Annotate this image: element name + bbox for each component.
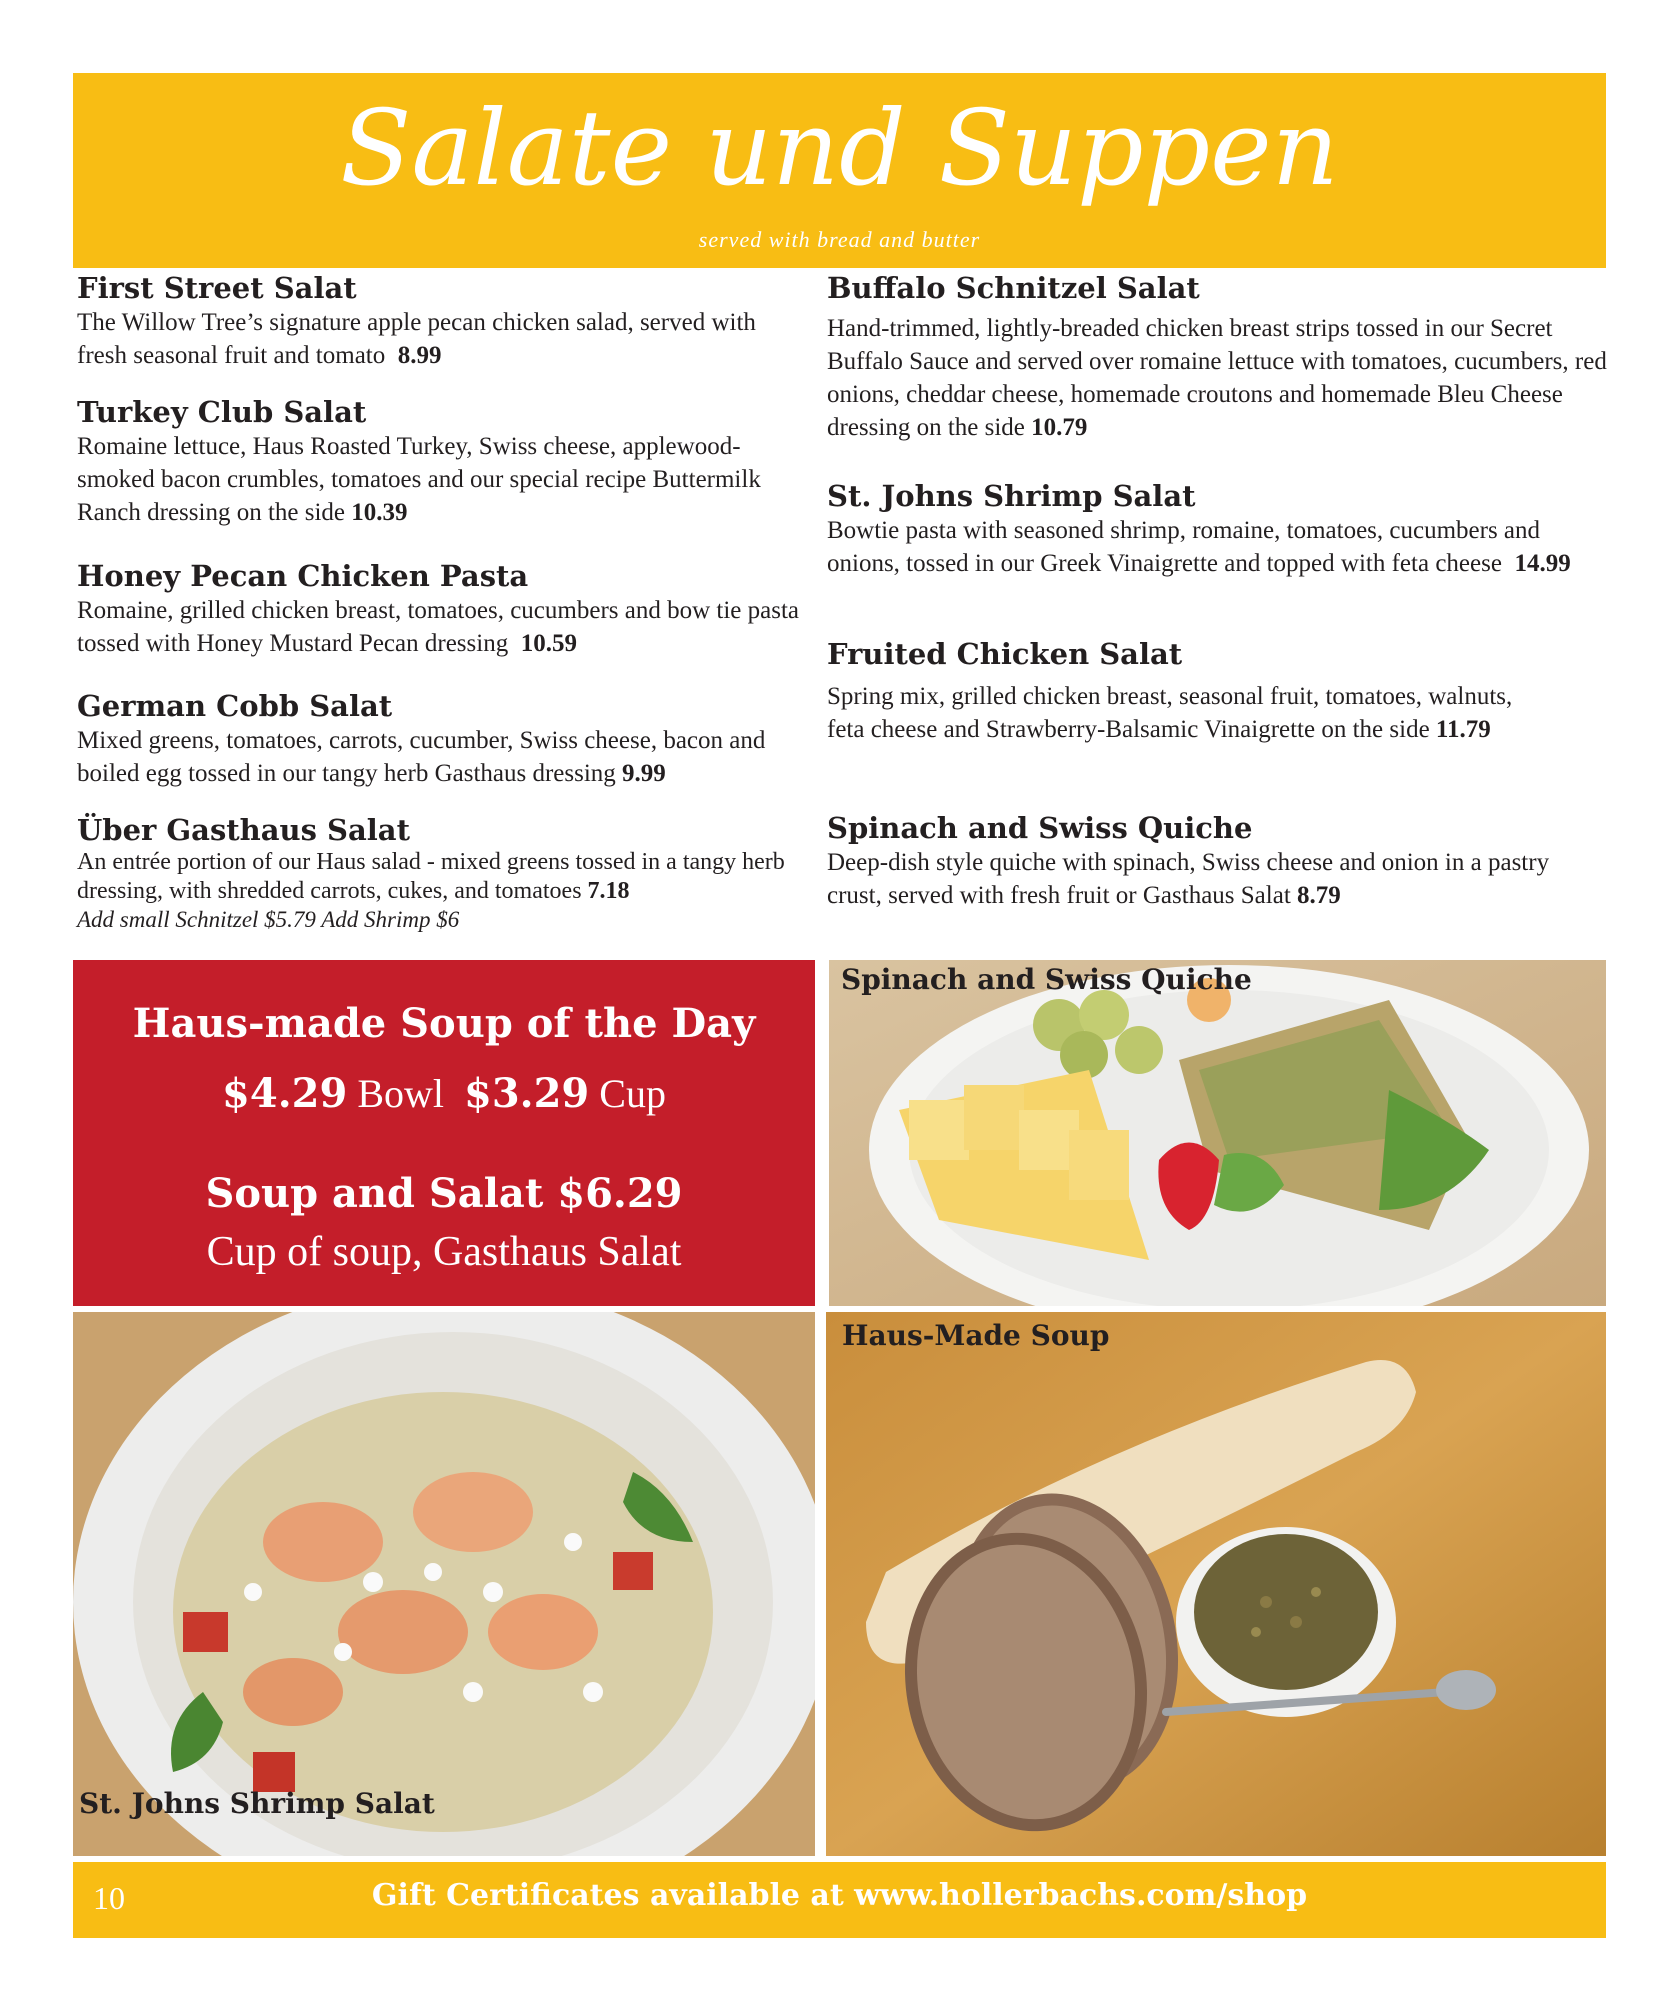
menu-item	[827, 478, 1607, 580]
page-title: Salate und Suppen	[340, 87, 1339, 209]
item-name: St. Johns Shrimp Salat	[827, 479, 1196, 513]
bowl-label: Bowl	[357, 1071, 444, 1116]
shrimp-salat-photo	[73, 1312, 815, 1856]
item-addon: Add small Schnitzel $5.79 Add Shrimp $6	[77, 907, 460, 932]
quiche-photo-label: Spinach and Swiss Quiche	[841, 963, 1252, 996]
quiche-plate-illustration	[829, 960, 1606, 1306]
item-price: 14.99	[1514, 550, 1571, 577]
menu-item	[77, 812, 812, 934]
item-name: German Cobb Salat	[77, 689, 393, 723]
item-name: Fruited Chicken Salat	[827, 637, 1183, 671]
soup-prices	[73, 1070, 815, 1117]
soup-bread-illustration	[826, 1312, 1606, 1856]
item-price: 10.59	[520, 630, 577, 657]
item-description: Hand-trimmed, lightly-breaded chicken breast strips tossed in our Secret Buffalo Sauce and served over romaine lettuce with tomatoes, cucumbers, red onions, cheddar cheese, homemade croutons and homemade Bleu Cheese dressing on the side 10.79	[827, 315, 1607, 441]
item-price: 10.79	[1031, 414, 1088, 441]
soup-title: Haus-made Soup of the Day	[132, 1000, 756, 1047]
soup-salat-combo-title: Soup and Salat $6.29	[205, 1170, 683, 1217]
item-description: Mixed greens, tomatoes, carrots, cucumber, Swiss cheese, bacon and boiled egg tossed in our tangy herb Gasthaus dressing 9.99	[77, 727, 766, 787]
page-number: 10	[93, 1880, 125, 1916]
item-name: Spinach and Swiss Quiche	[827, 811, 1253, 845]
soup-photo	[826, 1312, 1606, 1856]
cup-label: Cup	[599, 1071, 666, 1116]
quiche-photo	[829, 960, 1606, 1306]
shrimp-photo-label: St. Johns Shrimp Salat	[79, 1787, 435, 1820]
page-subtitle: served with bread and butter	[698, 227, 981, 252]
item-price: 11.79	[1435, 716, 1491, 743]
menu-item	[827, 270, 1607, 444]
soup-of-the-day-box	[73, 960, 815, 1306]
gift-certificates-note: Gift Certificates available at www.hollerbachs.com/shop	[371, 1878, 1308, 1913]
item-description: Deep-dish style quiche with spinach, Swiss cheese and onion in a pastry crust, served with fresh fruit or Gasthaus Salat 8.79	[827, 849, 1550, 909]
item-name: First Street Salat	[77, 271, 357, 305]
menu-item	[77, 688, 812, 790]
menu-item	[77, 394, 812, 529]
soup-photo-label: Haus-Made Soup	[842, 1319, 1110, 1352]
footer-banner	[73, 1862, 1606, 1938]
shrimp-salad-illustration	[73, 1312, 815, 1856]
soup-salat-combo-description: Cup of soup, Gasthaus Salat	[206, 1229, 682, 1275]
menu-item	[77, 558, 812, 660]
item-price: 8.99	[397, 342, 442, 369]
item-description: Spring mix, grilled chicken breast, seasonal fruit, tomatoes, walnuts, feta cheese and Strawberry-Balsamic Vinaigrette on the side 11.79	[827, 683, 1513, 743]
item-description: An entrée portion of our Haus salad - mixed greens tossed in a tangy herb dressing, with shredded carrots, cukes, and tomatoes 7.18	[77, 849, 785, 904]
item-name: Buffalo Schnitzel Salat	[827, 271, 1200, 305]
header-banner	[73, 73, 1606, 268]
item-price: 9.99	[622, 760, 666, 787]
item-description: Bowtie pasta with seasoned shrimp, romaine, tomatoes, cucumbers and onions, tossed in our Greek Vinaigrette and topped with feta cheese 14.99	[827, 517, 1571, 577]
item-description: Romaine lettuce, Haus Roasted Turkey, Swiss cheese, applewood-smoked bacon crumbles, tomatoes and our special recipe Buttermilk Ranch dressing on the side 10.39	[77, 433, 761, 526]
item-description: The Willow Tree’s signature apple pecan chicken salad, served with fresh seasonal fruit and tomato 8.99	[77, 309, 756, 369]
item-price: 7.18	[587, 878, 630, 904]
bowl-price: $4.29	[222, 1070, 348, 1117]
cup-price: $3.29	[464, 1070, 590, 1117]
menu-item	[77, 270, 812, 372]
item-description: Romaine, grilled chicken breast, tomatoes, cucumbers and bow tie pasta tossed with Honey Mustard Pecan dressing 10.59	[77, 597, 799, 657]
item-name: Turkey Club Salat	[77, 395, 367, 429]
item-price: 10.39	[351, 499, 408, 526]
menu-item	[827, 636, 1607, 746]
item-price: 8.79	[1297, 882, 1341, 909]
item-name: Über Gasthaus Salat	[77, 813, 410, 847]
item-name: Honey Pecan Chicken Pasta	[77, 559, 529, 593]
menu-item	[827, 810, 1607, 912]
